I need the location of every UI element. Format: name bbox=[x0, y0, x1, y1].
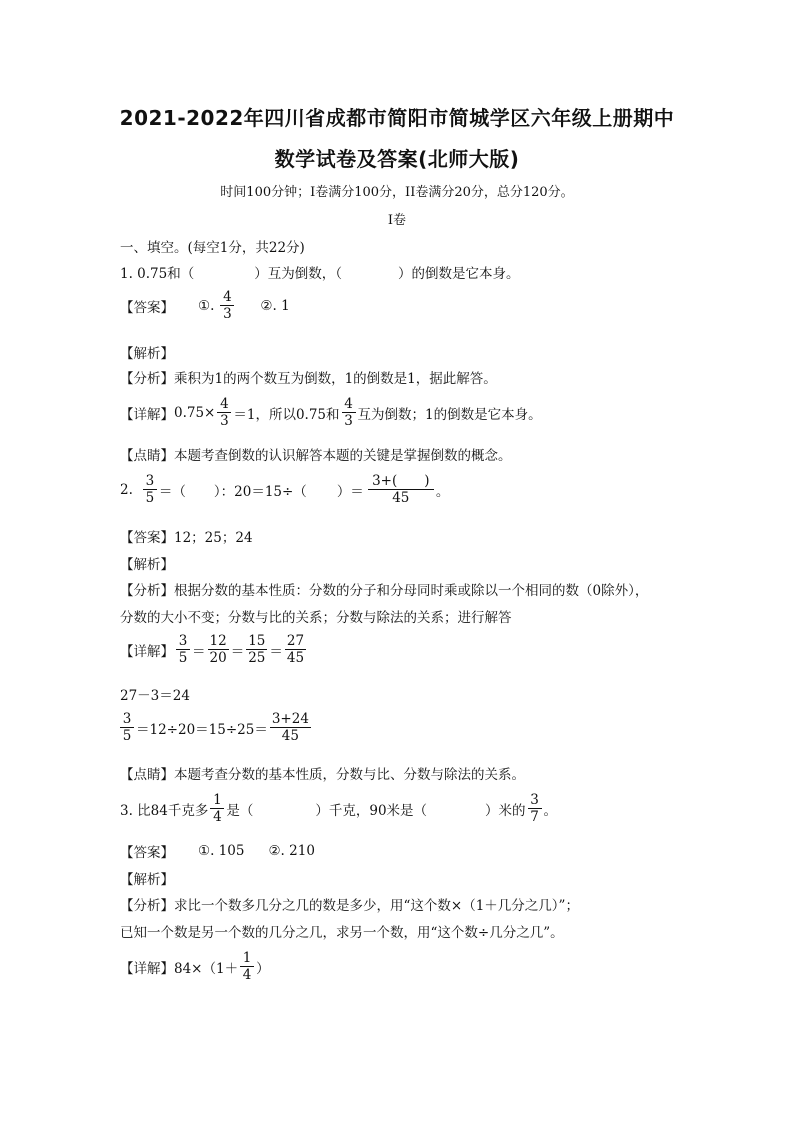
q2-dianjing bbox=[120, 763, 525, 783]
q3-fenxi bbox=[120, 894, 579, 914]
xiangjie-tag: 【详解】 bbox=[120, 406, 174, 423]
q2-xiangjie bbox=[120, 634, 308, 665]
q2-l3-mid: ＝12÷20＝15÷25＝ bbox=[136, 721, 268, 738]
q2-answer-text: 12；25；24 bbox=[174, 530, 253, 546]
q2-stem bbox=[120, 474, 449, 505]
q3-xj-b: ） bbox=[256, 960, 270, 977]
q1-xj-fraction-2: $\frac{4}{3}$ bbox=[342, 397, 356, 428]
exam-info: 时间100分钟；I卷满分100分，II卷满分20分，总分120分。 bbox=[220, 185, 574, 200]
q2-fenxi-line2: 分数的大小不变；分数与比的关系；分数与除法的关系；进行解答 bbox=[120, 610, 512, 626]
q3-stem-b: 是（ bbox=[226, 802, 254, 819]
dianjing-tag: 【点睛】 bbox=[120, 448, 174, 464]
equals-sign: ＝ bbox=[230, 643, 245, 660]
q1-stem-b: ）互为倒数，（ bbox=[254, 266, 342, 282]
fenxi-tag: 【分析】 bbox=[120, 583, 174, 599]
q3-answer-choice1: ①. 105 bbox=[198, 843, 245, 859]
q1-dianjing-text: 本题考查倒数的认识解答本题的关键是掌握倒数的概念。 bbox=[174, 448, 512, 464]
q2-dianjing-text: 本题考查分数的基本性质，分数与比、分数与除法的关系。 bbox=[174, 767, 525, 783]
q1-dianjing bbox=[120, 444, 512, 464]
q3-analysis-tag: 【解析】 bbox=[120, 872, 174, 888]
q3-answer bbox=[120, 841, 315, 861]
q3-fraction-a: $\frac{1}{4}$ bbox=[210, 793, 224, 824]
section1-heading: 一、填空。(每空1分，共22分) bbox=[120, 240, 305, 256]
q1-xj-a: 0.75× bbox=[174, 404, 216, 421]
xiangjie-tag: 【详解】 bbox=[120, 960, 174, 977]
q2-number: 2. bbox=[120, 481, 133, 498]
q1-stem-c: ）的倒数是它本身。 bbox=[397, 266, 520, 282]
q1-analysis-tag: 【解析】 bbox=[120, 346, 174, 362]
q3-stem-e: 。 bbox=[543, 802, 558, 819]
dianjing-tag: 【点睛】 bbox=[120, 767, 174, 783]
document-title-line1: 2021-2022年四川省成都市简阳市简城学区六年级上册期中 bbox=[119, 106, 675, 130]
q3-fenxi-line2: 已知一个数是另一个数的几分之几，求另一个数，用“这个数÷几分之几”。 bbox=[120, 925, 564, 941]
q1-fenxi bbox=[120, 367, 497, 387]
q3-answer-choice2: ②. 210 bbox=[268, 843, 315, 859]
q3-xj-fraction: $\frac{1}{4}$ bbox=[240, 951, 254, 982]
q2-stem-b: ）：20＝15÷（ bbox=[213, 483, 307, 500]
document-title-line2: 数学试卷及答案(北师大版) bbox=[274, 147, 520, 171]
q3-stem bbox=[120, 793, 557, 824]
q2-stem-a: ＝（ bbox=[158, 483, 186, 500]
equals-sign: ＝ bbox=[269, 643, 283, 660]
q1-xj-b: ＝1，所以0.75和 bbox=[233, 406, 340, 423]
q2-xiangjie-line3 bbox=[120, 712, 313, 743]
q3-stem-c: ）千克，90米是（ bbox=[315, 802, 428, 819]
q3-answer-tag: 【答案】 bbox=[120, 845, 174, 861]
section-label: I卷 bbox=[387, 213, 407, 228]
equals-sign: ＝ bbox=[192, 643, 206, 660]
q1-answer bbox=[120, 290, 290, 321]
q1-stem-a: 1. 0.75和（ bbox=[120, 266, 195, 282]
q3-fraction-b: $\frac{3}{7}$ bbox=[528, 793, 542, 824]
q2-xj-fraction-2: $\frac{12}{20}$ bbox=[209, 633, 227, 667]
q2-answer-tag: 【答案】 bbox=[120, 530, 174, 546]
q2-analysis-tag: 【解析】 bbox=[120, 557, 174, 573]
q1-xj-fraction-1: $\frac{4}{3}$ bbox=[217, 397, 231, 428]
q2-stem-c: ）＝ bbox=[336, 483, 364, 500]
fenxi-tag: 【分析】 bbox=[120, 371, 174, 387]
fenxi-tag: 【分析】 bbox=[120, 898, 174, 914]
q3-fenxi-line1: 求比一个数多几分之几的数是多少，用“这个数×（1＋几分之几）”； bbox=[174, 898, 579, 914]
q2-fraction-b: $\frac{3+( )}{45}$ bbox=[368, 474, 434, 505]
q2-xj-fraction-4: $\frac{27}{45}$ bbox=[286, 633, 305, 667]
q3-xj-a: 84×（1＋ bbox=[174, 960, 239, 977]
q2-answer bbox=[120, 526, 253, 546]
q2-fenxi-line1: 根据分数的基本性质：分数的分子和分母同时乘或除以一个相同的数（0除外）， bbox=[174, 583, 649, 599]
q2-fenxi bbox=[120, 579, 648, 599]
q2-fraction-a: $\frac{3}{5}$ bbox=[143, 474, 157, 505]
q2-xj-fraction-1: $\frac{3}{5}$ bbox=[176, 634, 190, 665]
q2-l3-fraction-1: $\frac{3}{5}$ bbox=[120, 712, 134, 743]
q2-xj-fraction-3: $\frac{15}{25}$ bbox=[248, 633, 266, 667]
q1-stem bbox=[120, 262, 519, 282]
q1-xj-c: 互为倒数；1的倒数是它本身。 bbox=[357, 406, 542, 423]
xiangjie-tag: 【详解】 bbox=[120, 643, 174, 660]
q2-l3-fraction-2: $\frac{3+24}{45}$ bbox=[271, 711, 309, 745]
q1-xiangjie bbox=[120, 397, 542, 428]
q2-stem-d: 。 bbox=[435, 483, 450, 500]
q2-calc-line: 27－3＝24 bbox=[120, 688, 190, 704]
q1-answer-tag: 【答案】 bbox=[120, 299, 174, 316]
q1-answer-choice1: ①. bbox=[198, 297, 215, 314]
q3-stem-d: ）米的 bbox=[485, 802, 526, 819]
q1-answer-fraction: $\frac{4}{3}$ bbox=[220, 290, 234, 321]
q3-stem-a: 3. 比84千克多 bbox=[120, 802, 209, 819]
q1-fenxi-text: 乘积为1的两个数互为倒数，1的倒数是1，据此解答。 bbox=[174, 371, 497, 387]
q1-answer-choice2: ②. 1 bbox=[260, 297, 290, 314]
q3-xiangjie bbox=[120, 951, 270, 982]
